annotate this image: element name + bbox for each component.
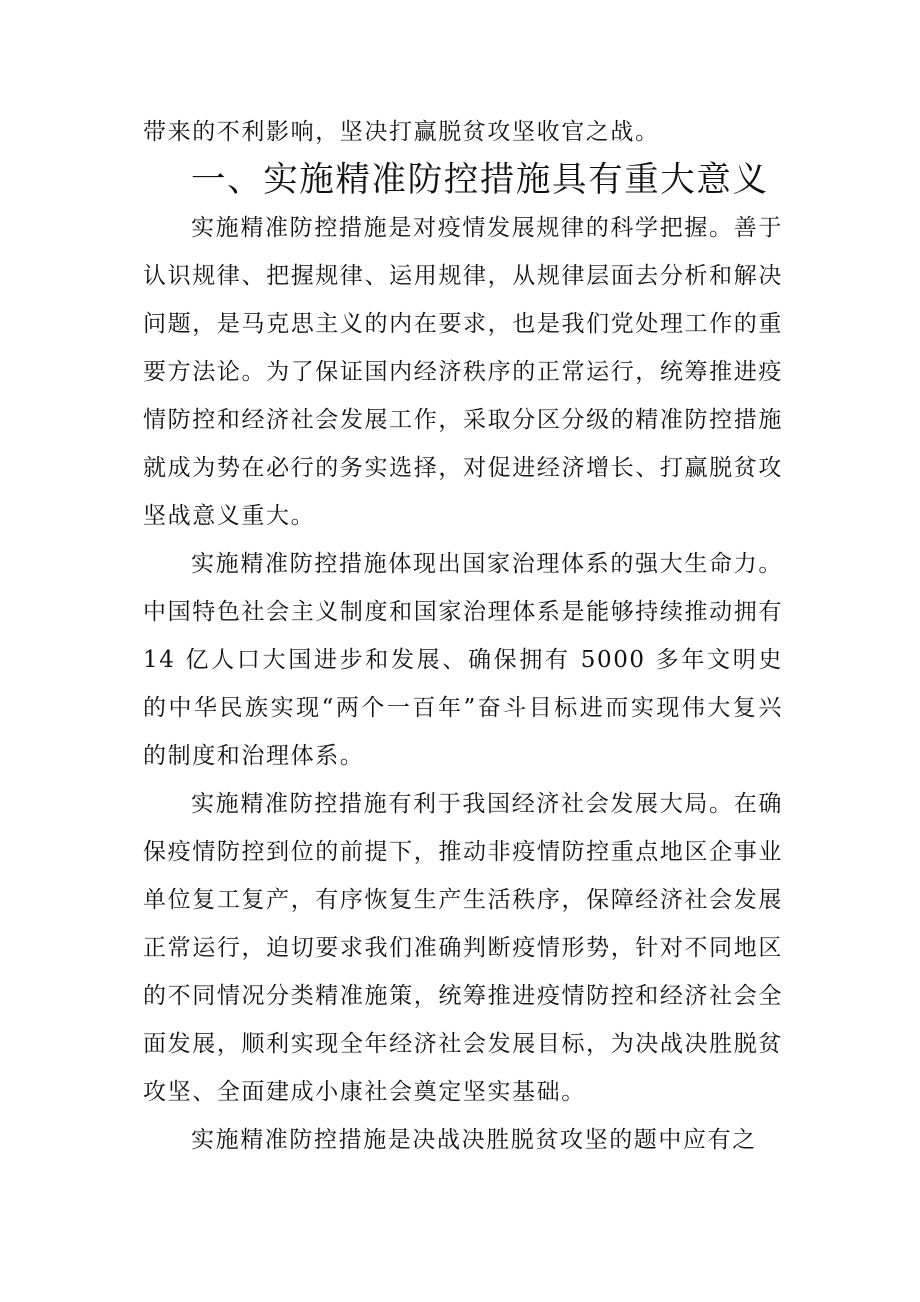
paragraph-scientific-grasp: 实施精准防控措施是对疫情发展规律的科学把握。善于认识规律、把握规律、运用规律，从规律层面去分析和解决问题，是马克思主义的内在要求，也是我们党处理工作的重要方法论。为了保证国内经济秩序的正常运行，统筹推进疫情防控和经济社会发展工作，采取分区分级的精准防控措施就成为势在必行的务实选择，对促进经济增长、打赢脱贫攻坚战意义重大。 (143, 215, 783, 529)
paragraph-governance-system: 实施精准防控措施体现出国家治理体系的强大生命力。中国特色社会主义制度和国家治理体系是能够持续推动拥有 14 亿人口大国进步和发展、确保拥有 5000 多年文明史的中华民族实现“两个一百年”奋斗目标进而实现伟大复兴的制度和治理体系。 (143, 551, 783, 769)
paragraph-poverty-alleviation: 实施精准防控措施是决战决胜脱贫攻坚的题中应有之 (191, 1127, 757, 1153)
paragraph-development-overall: 实施精准防控措施有利于我国经济社会发展大局。在确保疫情防控到位的前提下，推动非疫情防控重点地区企事业单位复工复产，有序恢复生产生活秩序，保障经济社会发展正常运行，迫切要求我们准确判断疫情形势，针对不同地区的不同情况分类精准施策，统筹推进疫情防控和经济社会全面发展，顺利实现全年经济社会发展目标，为决战决胜脱贫攻坚、全面建成小康社会奠定坚实基础。 (143, 791, 783, 1105)
document-body (143, 108, 783, 1164)
intro-fragment: 带来的不利影响，坚决打赢脱贫攻坚收官之战。 (143, 119, 660, 145)
section-heading: 一、实施精准防控措施具有重大意义 (191, 160, 769, 200)
